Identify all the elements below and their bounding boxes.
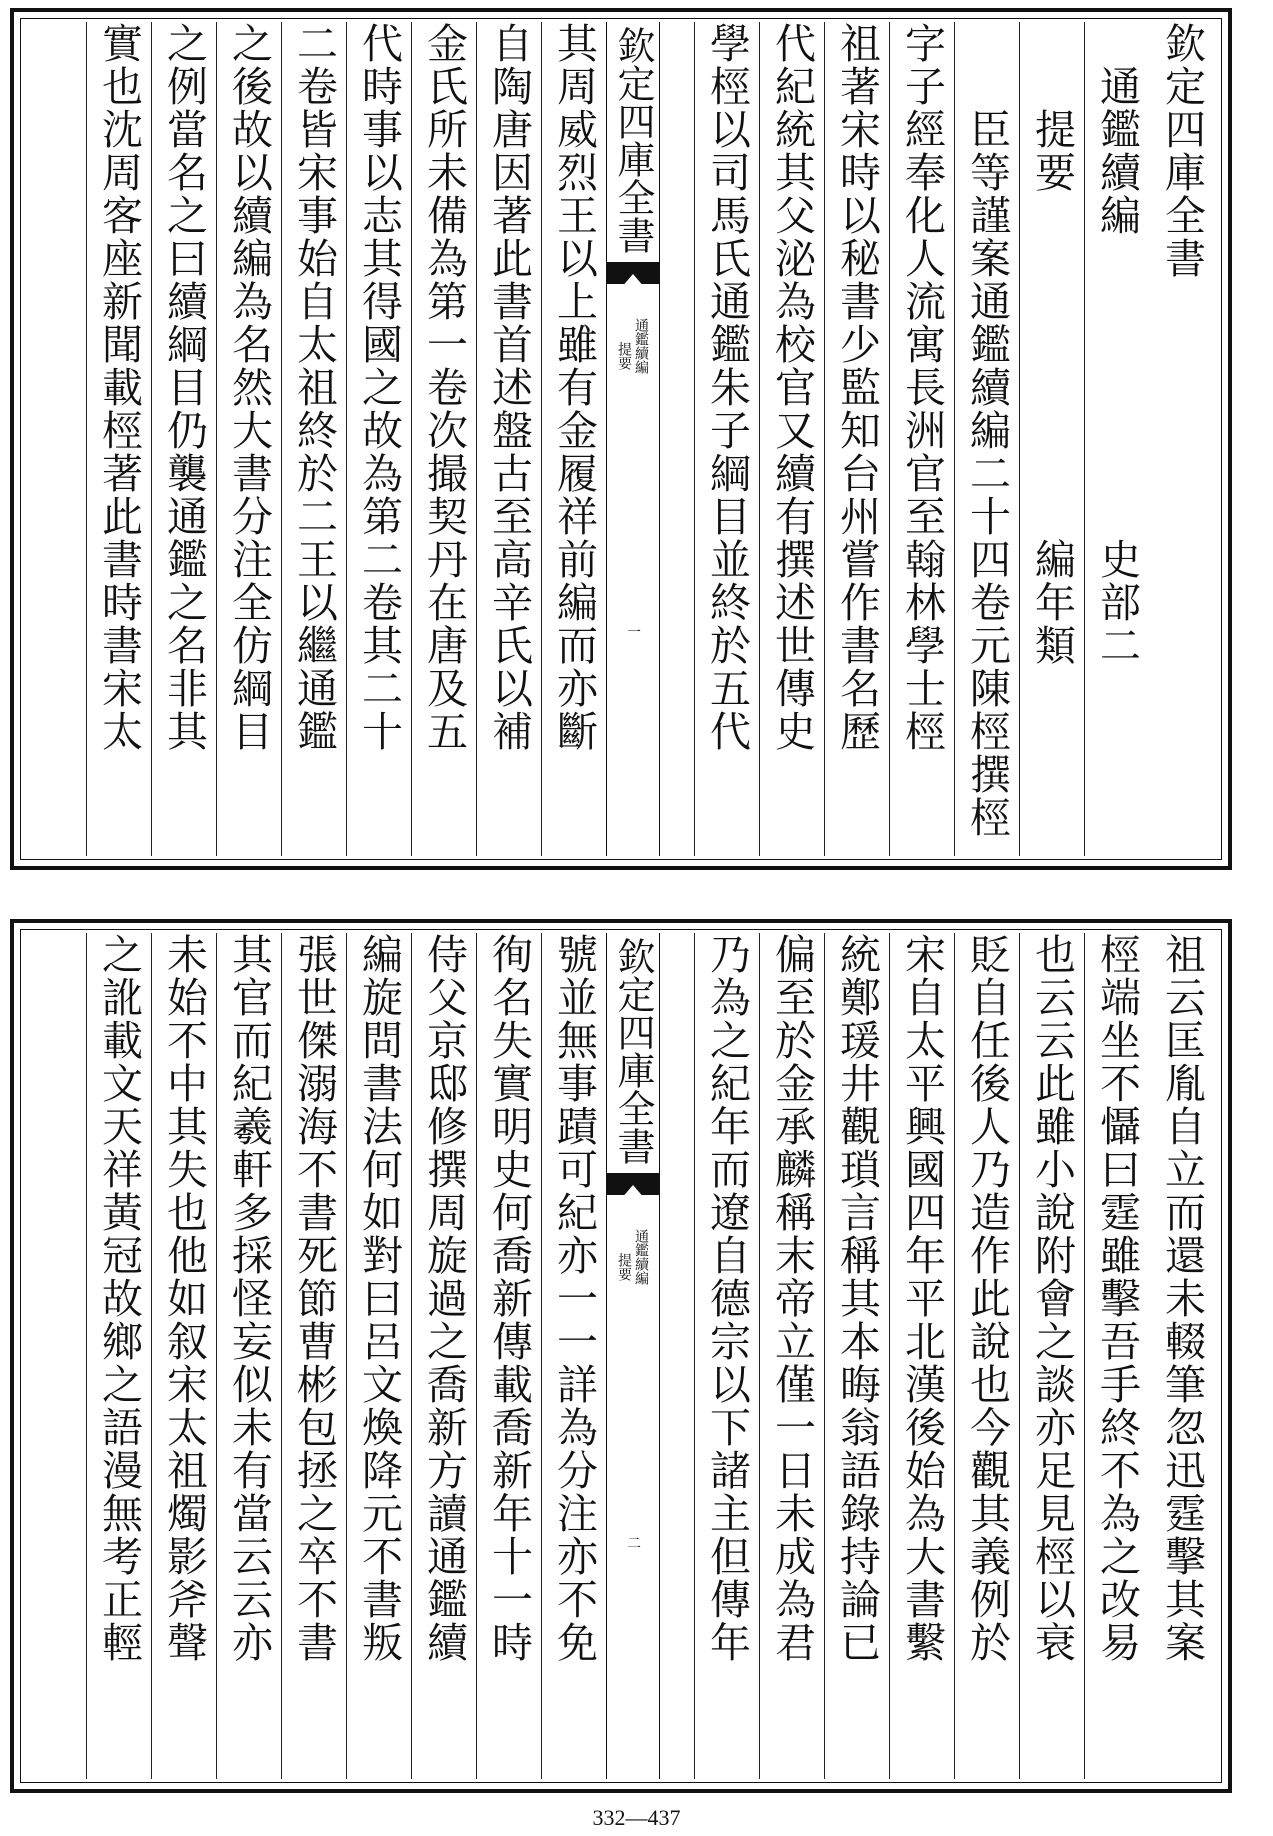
page-footer-number: 332—437: [592, 1805, 681, 1830]
bottom-column-2: [1084, 933, 1149, 1779]
bottom-column-6: [824, 933, 889, 1779]
bottom-column-text-14: 其官而紀羲軒多採怪妄似未有當云云亦: [225, 933, 273, 1664]
bottom-column-text-5: 宋自太平興國四年平北漢後始為大書繫: [898, 933, 946, 1664]
bottom-column-7: [759, 933, 824, 1779]
bottom-column-13: [281, 933, 346, 1779]
top-column-2: [1084, 22, 1149, 856]
bottom-center-title: 欽定四庫全書: [611, 937, 655, 1165]
bottom-column-16: [86, 933, 151, 1779]
top-column-text-2: 通鑑續編 史部二: [1093, 22, 1141, 667]
bottom-column-text-6: 統鄭瑗井觀瑣言稱其本晦翁語錄持論已: [833, 933, 881, 1664]
bottom-column-8: [694, 933, 759, 1779]
top-column-8: [694, 22, 759, 856]
top-column-11: [411, 22, 476, 856]
bottom-column-1: [1149, 933, 1214, 1779]
bottom-column-text-9: 號並無事蹟可紀亦一一詳為分注亦不免: [550, 933, 598, 1664]
bottom-column-3: [1019, 933, 1084, 1779]
top-center-book-label: 通鑑續編: [633, 318, 649, 374]
top-column-15: [151, 22, 216, 856]
top-column-text-12: 代時事以志其得國之故為第二卷其二十: [355, 22, 403, 753]
top-column-text-4: 臣等謹案通鑑續編二十四卷元陳桱撰桱: [963, 22, 1011, 839]
bottom-column-11: [411, 933, 476, 1779]
bottom-center-column: [606, 933, 660, 1779]
bottom-column-text-4: 貶自任後人乃造作此說也今觀其義例於: [963, 933, 1011, 1664]
top-column-text-1: 欽定四庫全書: [1158, 22, 1206, 280]
top-column-5: [889, 22, 954, 856]
top-column-text-6: 祖著宋時以秘書少監知台州嘗作書名歷: [833, 22, 881, 753]
top-column-13: [281, 22, 346, 856]
top-column-text-7: 代紀統其父泌為校官又續有撰述世傳史: [768, 22, 816, 753]
top-column-text-9: 其周威烈王以上雖有金履祥前編而亦斷: [550, 22, 598, 753]
bottom-column-text-11: 侍父京邸修撰周旋過之喬新方讀通鑑續: [420, 933, 468, 1664]
bottom-column-15: [151, 933, 216, 1779]
top-column-text-8: 學桱以司馬氏通鑑朱子綱目並終於五代: [703, 22, 751, 753]
bottom-column-text-10: 徇名失實明史何喬新傳載喬新年十一時: [485, 933, 533, 1664]
top-column-text-10: 自陶唐因著此書首述盤古至高辛氏以補: [485, 22, 533, 753]
bottom-center-book-label: 通鑑續編: [633, 1229, 649, 1285]
top-column-text-11: 金氏所未備為第一卷次撮契丹在唐及五: [420, 22, 468, 753]
bottom-column-text-7: 偏至於金承麟稱末帝立僅一日未成為君: [768, 933, 816, 1664]
top-column-text-15: 之例當名之曰續綱目仍襲通鑑之名非其: [160, 22, 208, 753]
bottom-column-text-3: 也云云此雖小說附會之談亦足見桱以衰: [1028, 933, 1076, 1664]
top-column-7: [759, 22, 824, 856]
top-center-title: 欽定四庫全書: [611, 26, 655, 254]
top-column-16: [86, 22, 151, 856]
bottom-column-text-16: 之訛載文天祥黃冠故鄉之語漫無考正輕: [95, 933, 143, 1664]
bottom-column-14: [216, 933, 281, 1779]
bottom-page-number: 二: [627, 1536, 641, 1552]
top-column-10: [476, 22, 541, 856]
bottom-fishtail-mark: [607, 1173, 659, 1195]
bottom-column-text-8: 乃為之紀年而遼自德宗以下諸主但傳年: [703, 933, 751, 1664]
top-page-number: 一: [627, 625, 641, 641]
bottom-center-section-label: 提要: [616, 1253, 632, 1281]
top-column-text-16: 實也沈周客座新聞載桱著此書時書宋太: [95, 22, 143, 753]
top-column-14: [216, 22, 281, 856]
top-column-12: [346, 22, 411, 856]
bottom-column-4: [954, 933, 1019, 1779]
bottom-column-5: [889, 933, 954, 1779]
bottom-column-text-12: 編旋問書法何如對曰呂文煥降元不書叛: [355, 933, 403, 1664]
top-column-6: [824, 22, 889, 856]
top-column-1: [1149, 22, 1214, 856]
bottom-column-text-13: 張世傑溺海不書死節曹彬包拯之卒不書: [290, 933, 338, 1664]
top-column-3: [1019, 22, 1084, 856]
bottom-column-12: [346, 933, 411, 1779]
top-column-9: [541, 22, 606, 856]
bottom-column-9: [541, 933, 606, 1779]
top-column-text-5: 字子經奉化人流寓長洲官至翰林學士桱: [898, 22, 946, 753]
top-column-text-13: 二卷皆宋事始自太祖終於二王以繼通鑑: [290, 22, 338, 753]
top-column-4: [954, 22, 1019, 856]
top-column-text-14: 之後故以續編為名然大書分注全仿綱目: [225, 22, 273, 753]
top-column-text-3: 提要 編年類: [1028, 22, 1076, 667]
top-center-section-label: 提要: [616, 342, 632, 370]
bottom-page: [10, 919, 1232, 1793]
top-fishtail-mark: [607, 262, 659, 284]
bottom-column-text-2: 桱端坐不懾曰霆雖擊吾手終不為之改易: [1093, 933, 1141, 1664]
bottom-column-text-1: 祖云匡胤自立而還未輟筆忽迅霆擊其案: [1158, 933, 1206, 1664]
top-page: [10, 8, 1232, 870]
top-center-column: [606, 22, 660, 856]
bottom-column-10: [476, 933, 541, 1779]
bottom-column-text-15: 未始不中其失也他如叙宋太祖燭影斧聲: [160, 933, 208, 1664]
